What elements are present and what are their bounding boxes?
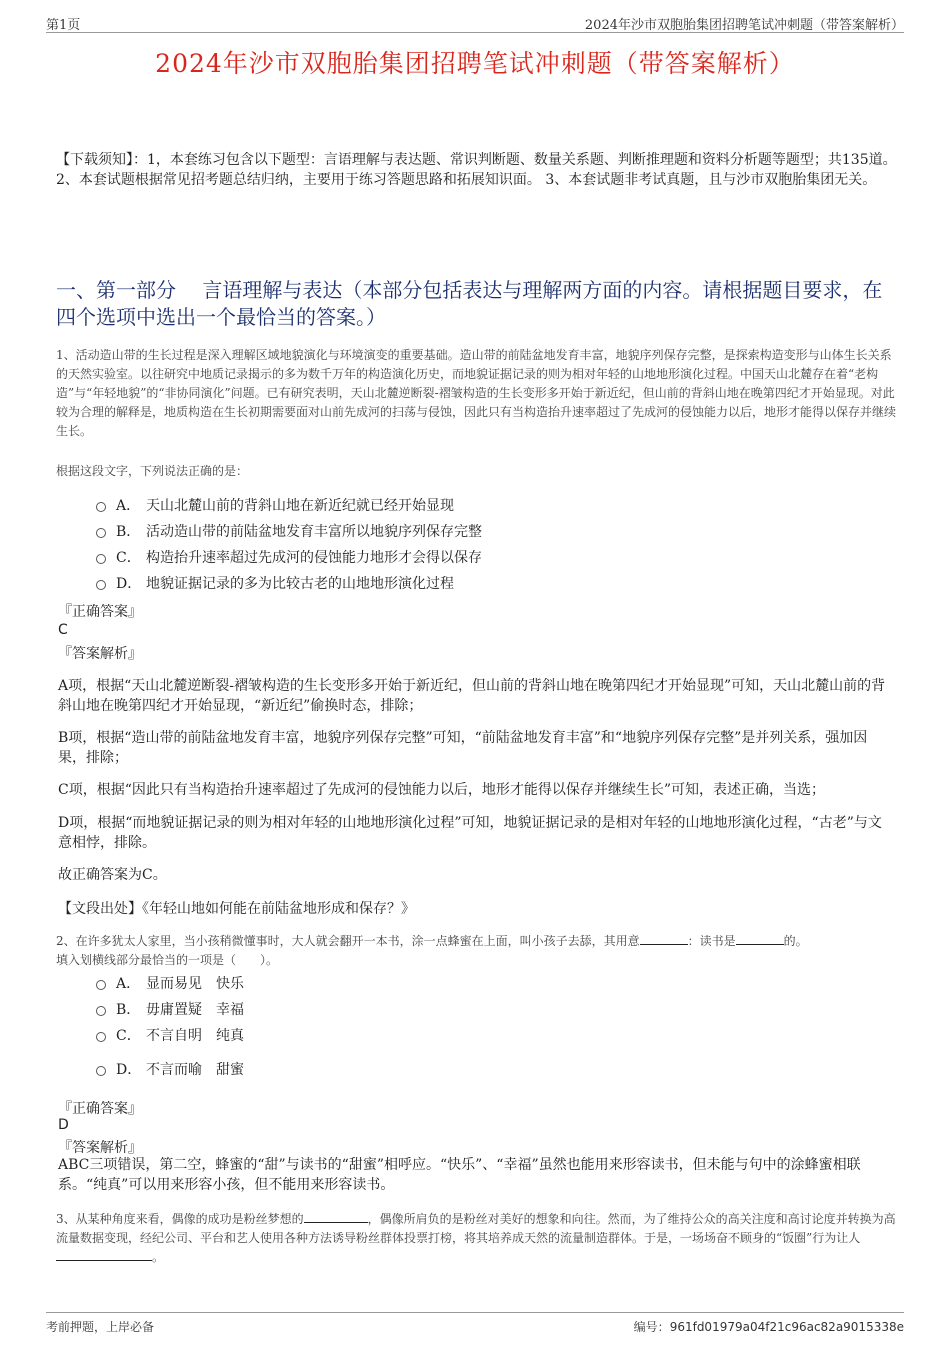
q1-passage: 1、活动造山带的生长过程是深入理解区域地貌演化与环境演变的重要基础。造山带的前陆盆地发育丰富，地貌序列保存完整，是探索构造变形与山体生长关系的天然实验室。以往研究中地质记录揭示的多为数千万年的构造演化历史，而地貌证据记录的则为相对年轻的山地地形演化过程。中国天山北麓存在着“老构造”与“年轻地貌”的“非协同演化”问题。已有研究表明，天山北麓逆断裂-褶皱构造的生长变形多开始于新近纪，但山前的背斜山地在晚第四纪才开始显现。对此较为合理的解释是，地质构造在生长初期需要面对山前先成河的扫荡与侵蚀，因此只有当构造抬升速率超过了先成河的侵蚀能力以后，地形才能得以保存并继续生长。 <box>56 348 897 438</box>
q2-passage: 2、在许多犹太人家里，当小孩稍微懂事时，大人就会翻开一本书，涂一点蜂蜜在上面，叫小孩子去舔，其用意 ：读书是 的。 填入划横线部分最恰当的一项是（ ）。 <box>56 934 808 967</box>
radio-icon[interactable] <box>96 980 106 990</box>
radio-icon[interactable] <box>96 528 106 538</box>
q1-correct-label: 『正确答案』 <box>58 604 142 620</box>
radio-icon[interactable] <box>96 1032 106 1042</box>
q1-explanation-a: A项，根据“天山北麓逆断裂-褶皱构造的生长变形多开始于新近纪，但山前的背斜山地在晚第四纪才开始显现”可知，天山北麓山前的背斜山地在晚第四纪才开始显现，“新近纪”偷换时态，排除； <box>58 678 886 714</box>
q1-explanation-b: B项，根据“造山带的前陆盆地发育丰富，地貌序列保存完整”可知，“前陆盆地发育丰富”和“地貌序列保存完整”是并列关系，强加因果，排除； <box>58 730 868 766</box>
q1-option-c[interactable]: C． 构造抬升速率超过先成河的侵蚀能力地形才会得以保存 <box>96 544 482 570</box>
header-doc-title: 2024年沙市双胞胎集团招聘笔试冲刺题（带答案解析） <box>584 18 904 33</box>
radio-icon[interactable] <box>96 1006 106 1016</box>
q1-source: 【文段出处】《年轻山地如何能在前陆盆地形成和保存？》 <box>58 901 415 917</box>
blank-1 <box>304 1210 368 1223</box>
q2-option-b[interactable]: B． 毋庸置疑 幸福 <box>96 996 244 1022</box>
blank-2 <box>56 1248 152 1261</box>
blank-1 <box>640 932 688 945</box>
q2-correct-label: 『正确答案』 <box>58 1101 142 1117</box>
q2-analysis-label: 『答案解析』 <box>58 1140 142 1156</box>
q1-explanation-d: D项，根据“而地貌证据记录的则为相对年轻的山地地形演化过程”可知，地貌证据记录的是相对年轻的山地地形演化过程，“古老”与文意相悖，排除。 <box>58 815 882 851</box>
q1-explanation-c: C项，根据“因此只有当构造抬升速率超过了先成河的侵蚀能力以后，地形才能得以保存并继续生长”可知，表述正确，当选； <box>58 782 826 798</box>
page-footer <box>46 1312 904 1333</box>
q1-conclusion: 故正确答案为C。 <box>58 867 167 883</box>
q1-answer: C <box>58 622 68 638</box>
footer-slogan: 考前押题，上岸必备 <box>46 1320 155 1334</box>
q1-analysis-label: 『答案解析』 <box>58 646 142 662</box>
blank-2 <box>736 932 784 945</box>
q2-options <box>96 970 244 1082</box>
radio-icon[interactable] <box>96 502 106 512</box>
q3-passage: 3、从某种角度来看，偶像的成功是粉丝梦想的 ，偶像所肩负的是粉丝对美好的想象和向往。然而，为了维持公众的高关注度和高讨论度并转换为高流量数据变现，经纪公司、平台和艺人使用各种方法诱导粉丝群体投票打榜，将其培养成天然的流量制造群体。于是，一场场奋不顾身的“饭圈”行为让人。 <box>56 1212 896 1264</box>
page-number: 第1页 <box>46 18 81 33</box>
q2-answer: D <box>58 1117 69 1133</box>
q1-option-d[interactable]: D． 地貌证据记录的多为比较古老的山地地形演化过程 <box>96 570 482 596</box>
q2-option-c[interactable]: C． 不言自明 纯真 <box>96 1022 244 1048</box>
page-header <box>46 10 904 33</box>
q2-option-d[interactable]: D． 不言而喻 甜蜜 <box>96 1056 244 1082</box>
q1-ask: 根据这段文字，下列说法正确的是： <box>56 464 249 478</box>
section-title: 一、第一部分 言语理解与表达（本部分包括表达与理解两方面的内容。请根据题目要求，在四个选项中选出一个最恰当的答案。） <box>56 278 883 329</box>
q2-explanation: ABC三项错误，第二空，蜂蜜的“甜”与读书的“甜蜜”相呼应。“快乐”、“幸福”虽然也能用来形容读书，但未能与句中的涂蜂蜜相联系。“纯真”可以用来形容小孩，但不能用来形容读书。 <box>58 1157 861 1193</box>
q1-option-a[interactable]: A． 天山北麓山前的背斜山地在新近纪就已经开始显现 <box>96 492 482 518</box>
radio-icon[interactable] <box>96 580 106 590</box>
radio-icon[interactable] <box>96 1066 106 1076</box>
page-title: 2024年沙市双胞胎集团招聘笔试冲刺题（带答案解析） <box>155 49 795 78</box>
q1-options <box>96 492 482 596</box>
radio-icon[interactable] <box>96 554 106 564</box>
q2-option-a[interactable]: A． 显而易见 快乐 <box>96 970 244 996</box>
q1-option-b[interactable]: B． 活动造山带的前陆盆地发育丰富所以地貌序列保存完整 <box>96 518 482 544</box>
download-notice: 【下载须知】：1，本套练习包含以下题型：言语理解与表达题、常识判断题、数量关系题、判断推理题和资料分析题等题型；共135道。 2、本套试题根据常见招考题总结归纳，主要用于练习答题思路和拓展知识面。 3、本套试题非考试真题，且与沙市双胞胎集团无关。 <box>56 152 897 188</box>
footer-code: 编号：961fd01979a04f21c96ac82a9015338e <box>633 1320 904 1334</box>
